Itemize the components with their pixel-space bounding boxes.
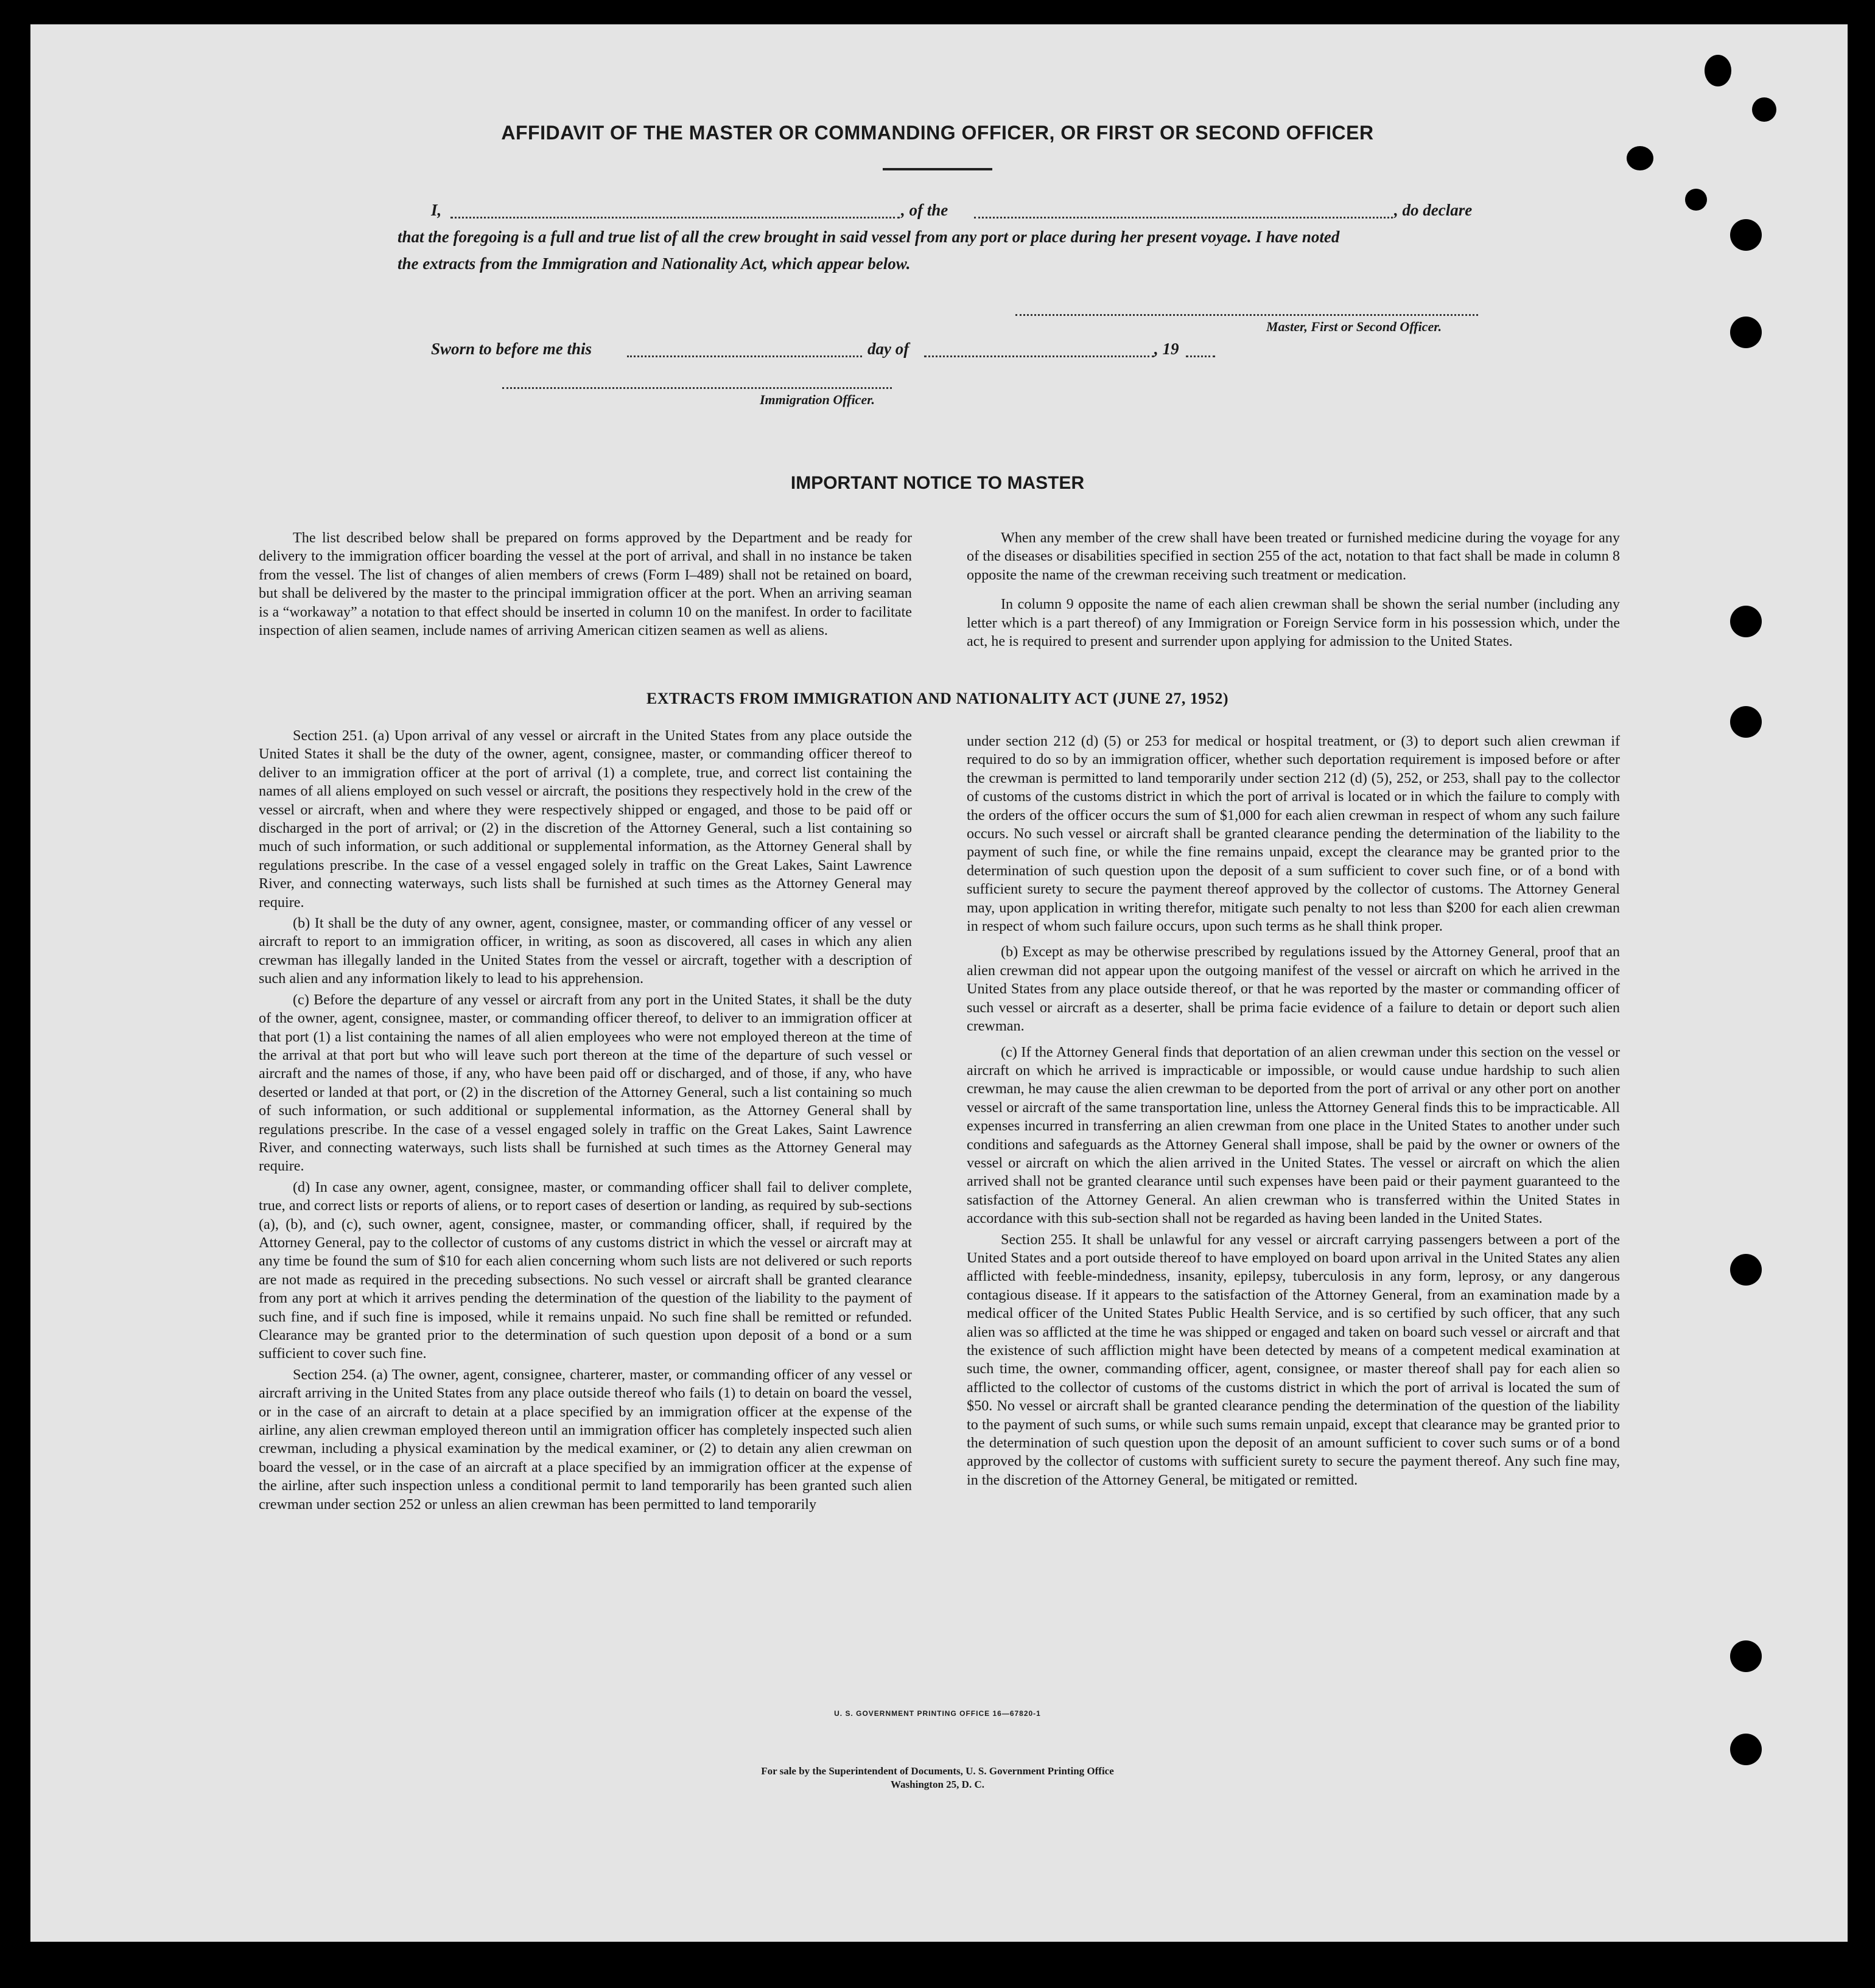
officer-signature-line — [502, 387, 892, 389]
punch-hole-4 — [1685, 189, 1707, 211]
punch-hole-9 — [1730, 1254, 1762, 1286]
section-254-a: Section 254. (a) The owner, agent, consignee, charterer, master, or commanding officer of any vessel or aircraft arriving in the United States from any place outside thereof who fails (1) to detain on board the vessel, or in the case of an aircraft to detain at a place specified by an immigration officer at the expense of the airline, any alien crewman employed thereon until an immigration officer has completely inspected such alien crewman, including a physical examination by the medical examiner, or (2) to detain any alien crewman on board the vessel, or in the case of an aircraft at a place specified by an immigration officer at the expense of the airline, after such inspection unless a conditional permit to land temporarily has been granted such alien crewman under section 252 or unless an alien crewman has been permitted to land temporarily — [259, 1366, 912, 1513]
section-251-b: (b) It shall be the duty of any owner, agent, consignee, master, or commanding officer of any vessel or aircraft to report to an immigration officer, in writing, as soon as discovered, all cases in which any alien crewman has illegally landed in the United States from the vessel or aircraft, together with a description of such alien and any information likely to lead to his apprehension. — [259, 915, 912, 987]
sworn-label: Sworn to before me this — [431, 340, 592, 358]
section-255: Section 255. It shall be unlawful for any vessel or aircraft carrying passengers between a port of the United States and a port outside thereof to have employed on board upon arrival in the United States any alien afflicted with feeble-mindedness, insanity, epilepsy, tuberculosis in any form, leprosy, or any dangerous contagious disease. If it appears to the satisfaction of the Attorney General, from an examination made by a medical officer of the United States Public Health Service, and is so certified by such officer, that any such alien was so afflicted at the time he was shipped or engaged and taken on board such vessel or aircraft and that the existence of such affliction might have been detected by means of a competent medical examination at such time, the owner, commanding officer, agent, consignee, or master thereof shall pay for each alien so afflicted to the collector of customs of the customs district in which the port of arrival is located the sum of $50. No vessel or aircraft shall be granted clearance pending the determination of the question of the liability to the payment of such sums, or while such sums remain unpaid, except that clearance may be granted prior to the determination of such question upon the deposit of an amount sufficient to cover such sums or of a bond approved by the collector of customs with sufficient surety to secure the payment thereof. Any such fine may, in the discretion of the Attorney General, be mitigated or remitted. — [967, 1231, 1620, 1488]
extracts-right-column — [967, 732, 1620, 1489]
sale-notice-line-2: Washington 25, D. C. — [891, 1779, 984, 1790]
section-254-b: (b) Except as may be otherwise prescribed by regulations issued by the Attorney General, proof that an alien crewman did not appear upon the outgoing manifest of the vessel or aircraft on which he arrived in the United States from any place outside thereof, or that he was reported by the master or commanding officer of such vessel or aircraft as a deserter, shall be prima facie evidence of a failure to detain or deport such alien crewman. — [967, 943, 1620, 1035]
master-signature-label: Master, First or Second Officer. — [1266, 319, 1442, 334]
section-251-a: Section 251. (a) Upon arrival of any vessel or aircraft in the United States from any place outside the United States it shall be the duty of the owner, agent, consignee, master, or commanding officer thereof to deliver to an immigration officer at the port of arrival (1) a complete, true, and correct list containing the names of all aliens employed on such vessel or aircraft, the positions they respectively hold in the crew of the vessel or aircraft, when and where they were respectively shipped or engaged, and those to be paid off or discharged in the port of arrival; or (2) in the discretion of the Attorney General, such a list containing so much of such information, or such additional or supplemental information, as the Attorney General shall by regulations prescribe. In the case of a vessel engaged solely in traffic on the Great Lakes, Saint Lawrence River, and connecting waterways, such lists shall be furnished at such times as the Attorney General may require. — [259, 727, 912, 911]
punch-hole-1 — [1705, 55, 1731, 86]
notice-paragraph: The list described below shall be prepared on forms approved by the Department and be ready for delivery to the immigration officer boarding the vessel at the port of arrival, and shall in no instance be taken from the vessel. The list of changes of alien members of crews (Form I–489) shall not be retained on board, but shall be delivered by the master to the principal immigration officer at the port. When an arriving seaman is a “workaway” a notation to that effect should be inserted in column 10 on the manifest. In order to facilitate inspection of alien seamen, include names of arriving American citizen seamen as well as aliens. — [259, 530, 912, 639]
punch-hole-8 — [1730, 706, 1762, 738]
of-the-label: , of the — [901, 201, 948, 219]
punch-hole-10 — [1730, 1640, 1762, 1672]
section-251-d: (d) In case any owner, agent, consignee, master, or commanding officer shall fail to deliver complete, true, and correct lists or reports of aliens, or to report cases of desertion or landing, as required by sub-sections (a), (b), and (c), such owner, agent, consignee, master, or commanding officer, shall, if required by the Attorney General, pay to the collector of customs of any customs district in which the vessel or aircraft may at any time be found the sum of $10 for each alien concerning whom such lists are not delivered or such reports are not made as required in the preceding subsections. No such vessel or aircraft shall be granted clearance from any port at which it arrives pending the determination of the question of the liability to the payment of such fine, and if such fine is imposed, while it remains unpaid. No such fine shall be remitted or refunded. Clearance may be granted prior to the determination of such question upon deposit of a bond or a sum sufficient to cover such fine. — [259, 1178, 912, 1362]
extracts-left-column — [259, 727, 912, 1514]
i-label: I, — [431, 201, 442, 219]
notice-title: IMPORTANT NOTICE TO MASTER — [790, 473, 1085, 493]
year-blank — [1186, 355, 1215, 357]
notice-right-column — [967, 529, 1620, 651]
day-of-label: day of — [867, 340, 909, 358]
section-251-c: (c) Before the departure of any vessel or aircraft from any port in the United States, it shall be the duty of the owner, agent, consignee, master, or commanding officer thereof, to deliver to an immigration officer at that port (1) a list containing the names of all alien employees who were not employed thereon at the time of the arrival at that port but who will leave such port thereon at the time of the departure of such vessel or aircraft and the names of those, if any, who have been paid off or discharged, and of those, if any, who have deserted or landed at that port, or (2) in the discretion of the Attorney General, such a list containing so much of such information, or such additional or supplemental information, as the Attorney General shall by regulations prescribe. In the case of a vessel engaged solely in traffic on the Great Lakes, Saint Lawrence River, and connecting waterways, such lists shall be furnished at such times as the Attorney General may require. — [259, 991, 912, 1175]
punch-hole-3 — [1627, 146, 1653, 170]
extracts-title: EXTRACTS FROM IMMIGRATION AND NATIONALITY ACT (JUNE 27, 1952) — [646, 690, 1229, 707]
printing-office-line: U. S. GOVERNMENT PRINTING OFFICE 16—67820-1 — [834, 1709, 1041, 1718]
punch-hole-2 — [1752, 97, 1776, 122]
notice-paragraph: When any member of the crew shall have been treated or furnished medicine during the voyage for any of the diseases or disabilities specified in section 255 of the act, notation to that fact shall be made in column 8 opposite the name of the crewman receiving such treatment or medication. — [967, 530, 1620, 583]
punch-hole-5 — [1730, 219, 1762, 251]
declaration-line-2: the extracts from the Immigration and Nationality Act, which appear below. — [398, 254, 911, 273]
master-signature-line — [1015, 314, 1478, 316]
year-label: , 19 — [1154, 340, 1179, 358]
section-254-a-continued: under section 212 (d) (5) or 253 for medical or hospital treatment, or (3) to deport such alien crewman if required to do so by an immigration officer, whether such deportation requirement is imposed before or after the crewman is permitted to land temporarily under section 212 (d) (5), 252, or 253, shall pay to the collector of customs of the customs district in which the port of arrival is located or in which the failure to comply with the orders of the officer occurs the sum of $1,000 for each alien crewman in respect of whom any such failure occurs. No such vessel or aircraft shall be granted clearance pending the determination of the liability to the payment of such fine, or while the fine remains unpaid, except the clearance may be granted prior to the determination of such question upon the deposit of a sum sufficient to cover such fine, or of a bond with sufficient surety to secure the payment thereof approved by the collector of customs. The Attorney General may, upon application in writing therefor, mitigate such penalty to not less than $200 for each alien crewman in respect of whom such failure occurs, upon such terms as he shall think proper. — [967, 733, 1620, 935]
punch-hole-11 — [1730, 1734, 1762, 1765]
affidavit-title: AFFIDAVIT OF THE MASTER OR COMMANDING OFFICER, OR FIRST OR SECOND OFFICER — [501, 122, 1374, 144]
punch-hole-6 — [1730, 317, 1762, 348]
sworn-day-blank — [627, 355, 862, 357]
sworn-month-blank — [924, 355, 1154, 357]
notice-left-column — [259, 529, 912, 640]
officer-signature-label: Immigration Officer. — [760, 392, 875, 407]
section-254-c: (c) If the Attorney General finds that deportation of an alien crewman under this section on the vessel or aircraft on which he arrived is impracticable or impossible, or would cause undue hardship to such alien crewman, he may cause the alien crewman to be deported from the port of arrival or any other port on another vessel or aircraft of the same transportation line, unless the Attorney General finds this to be impracticable. All expenses incurred in transferring an alien crewman from one place in the United States to another under such conditions and safeguards as the Attorney General shall impose, shall be paid by the owner or owners of the vessel or aircraft on which the alien arrived in the United States. The vessel or aircraft on which the alien arrived shall not be granted clearance until such expenses have been paid or their payment guaranteed to the satisfaction of the Attorney General. An alien crewman who is transferred within the United States in accordance with this sub-section shall not be regarded as having been landed in the United States. — [967, 1043, 1620, 1227]
name-blank — [450, 217, 900, 219]
title-rule — [883, 168, 992, 170]
declaration-line-1: that the foregoing is a full and true list of all the crew brought in said vessel from any port or place during her present voyage. I have noted — [398, 228, 1340, 246]
punch-hole-7 — [1730, 606, 1762, 637]
do-declare-label: , do declare — [1394, 201, 1473, 219]
sale-notice-line-1: For sale by the Superintendent of Documents, U. S. Government Printing Office — [761, 1765, 1114, 1777]
vessel-blank — [974, 217, 1393, 219]
notice-paragraph: In column 9 opposite the name of each alien crewman shall be shown the serial number (including any letter which is a part thereof) of any Immigration or Foreign Service form in his possession which, under the act, he is required to present and surrender upon applying for admission to the United States. — [967, 596, 1620, 650]
